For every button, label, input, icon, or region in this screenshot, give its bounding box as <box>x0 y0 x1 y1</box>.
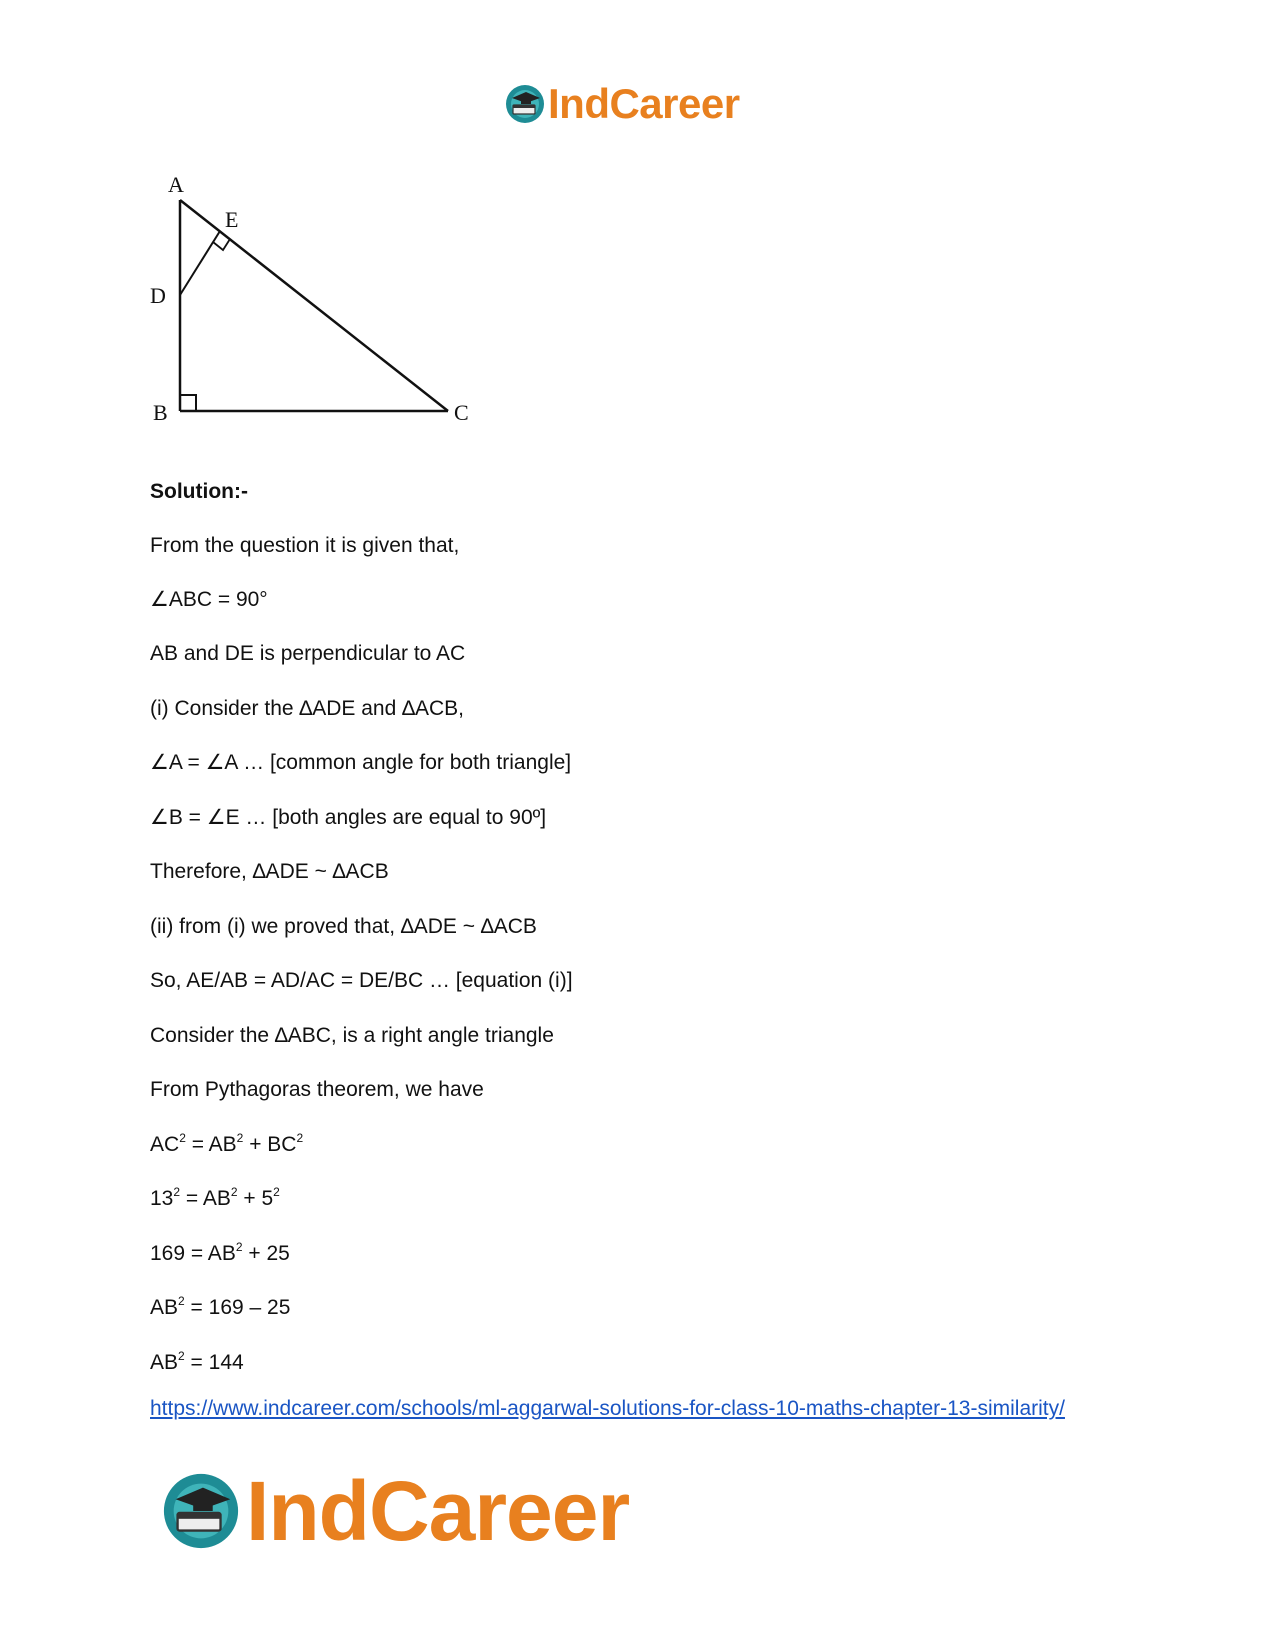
triangle-figure <box>150 175 490 445</box>
solution-heading: Solution:- <box>150 480 248 503</box>
source-url-link[interactable]: https://www.indcareer.com/schools/ml-aggarwal-solutions-for-class-10-maths-chapter-13-similarity/ <box>150 1397 1065 1420</box>
equation-line: $169 = AB^2 + 25$ <box>150 1240 290 1265</box>
logo-text: IndCareer <box>548 80 740 127</box>
indcareer-logo-header <box>504 78 740 130</box>
equation-line: $13^2 = AB^2 + 5^2$ <box>150 1185 280 1210</box>
label-a: A <box>168 175 184 197</box>
label-d: D <box>150 283 166 308</box>
label-e: E <box>225 207 239 232</box>
text-line: From the question it is given that, <box>150 534 460 557</box>
segment-de <box>180 231 220 295</box>
text-line: (i) Consider the ∆ADE and ∆ACB, <box>150 697 464 720</box>
indcareer-logo-footer <box>160 1463 630 1558</box>
text-line: ∠ABC = 90° <box>150 588 268 611</box>
equation-line: $AC^2 = AB^2 + BC^2$ <box>150 1131 304 1156</box>
right-angle-mark-b <box>180 395 196 411</box>
label-b: B <box>153 400 168 425</box>
text-line: From Pythagoras theorem, we have <box>150 1078 484 1101</box>
right-angle-mark-e <box>213 239 230 250</box>
text-line: Therefore, ∆ADE ~ ∆ACB <box>150 860 389 883</box>
text-line: Consider the ∆ABC, is a right angle triangle <box>150 1024 554 1047</box>
graduation-cap-book-icon <box>160 1470 242 1552</box>
text-line: ∠B = ∠E … [both angles are equal to 90º] <box>150 806 547 829</box>
text-line: So, AE/AB = AD/AC = DE/BC … [equation (i)] <box>150 969 573 992</box>
graduation-cap-book-icon <box>504 83 546 125</box>
logo-text: IndCareer <box>246 1463 630 1558</box>
equation-line: $AB^2 = 144$ <box>150 1349 244 1374</box>
text-line: (ii) from (i) we proved that, ∆ADE ~ ∆ACB <box>150 915 537 938</box>
text-line: ∠A = ∠A … [common angle for both triangle] <box>150 751 572 774</box>
equation-line: $AB^2 = 169 - 25$ <box>150 1294 291 1319</box>
label-c: C <box>454 400 469 425</box>
text-line: AB and DE is perpendicular to AC <box>150 642 466 665</box>
